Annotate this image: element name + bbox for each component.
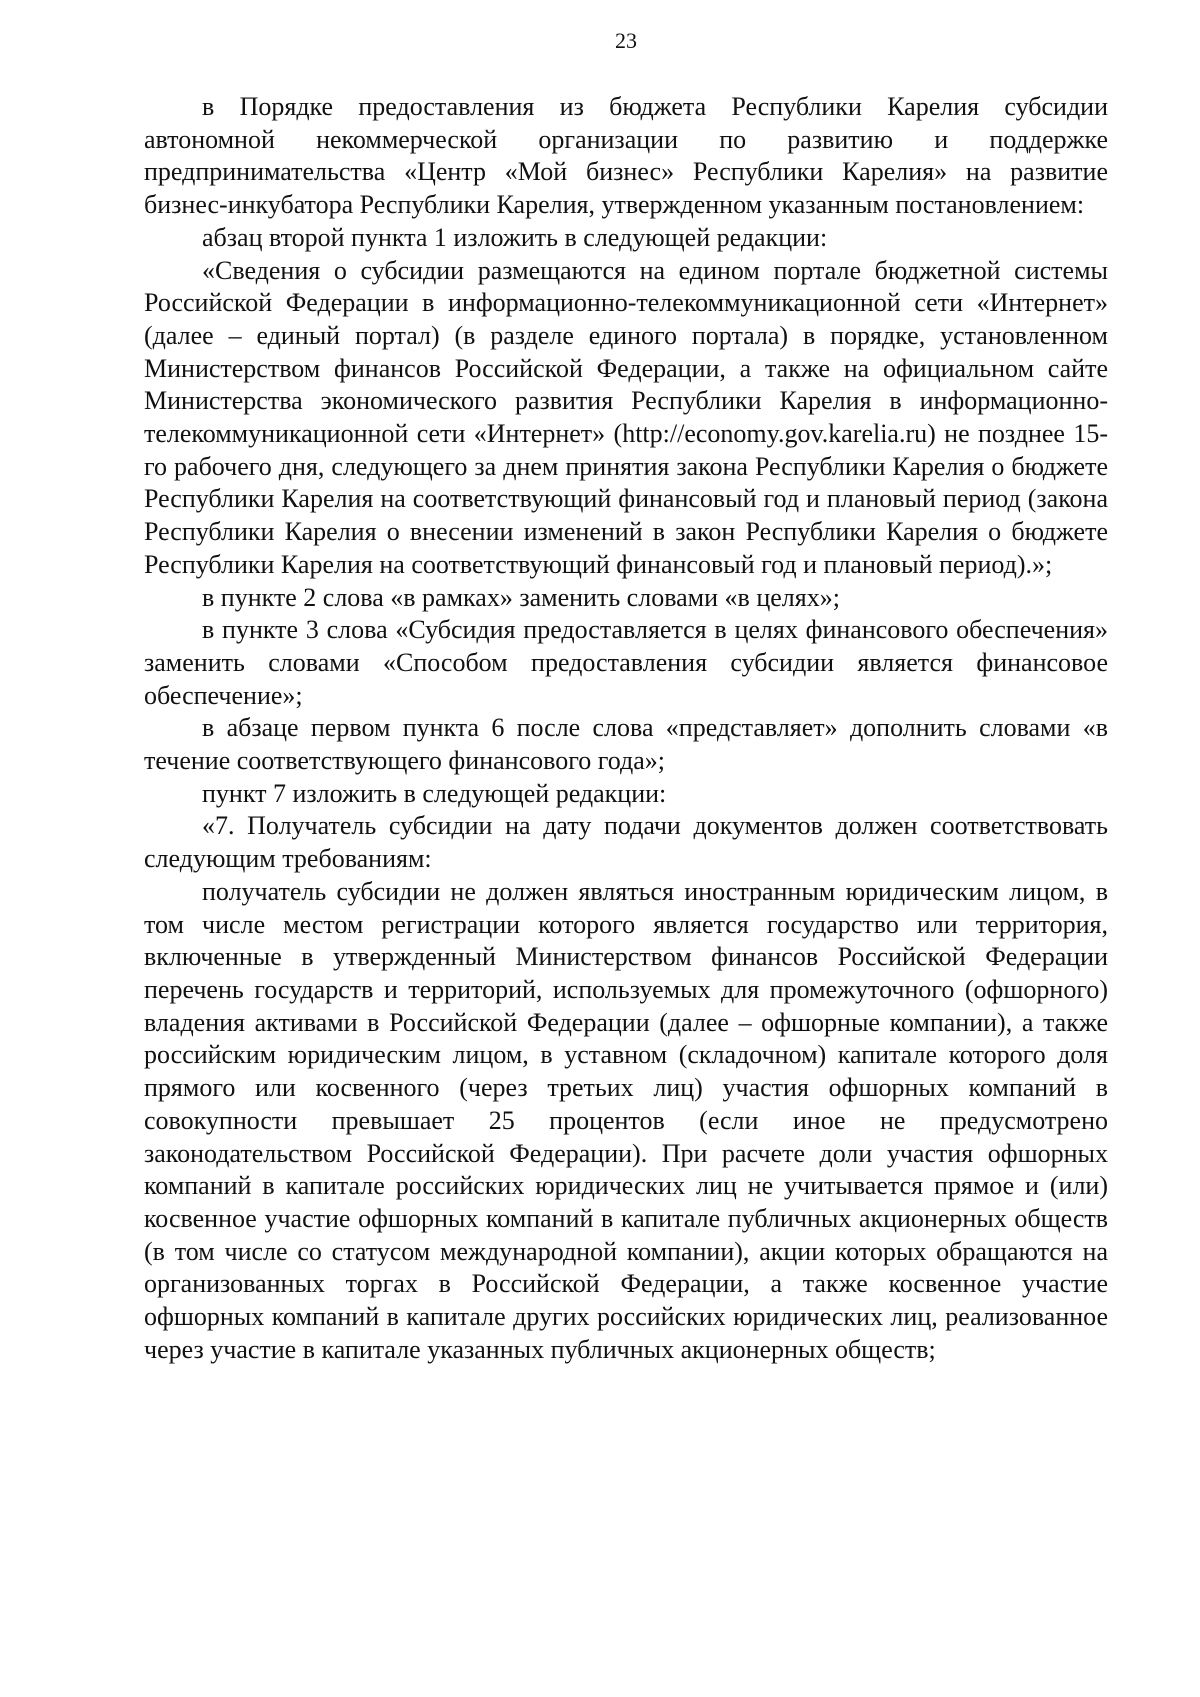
paragraph-offshore-requirement: получатель субсидии не должен являться иностранным юридическим лицом, в том числе местом регистрации которого является государство или территория, включенные в утвержденный Министерством финансов Российской Федерации перечень государств и территорий, используемых для промежуточного (офшорного) владения активами в Российской Федерации (далее – офшорные компании), а также российским юридическим лицом, в уставном (складочном) капитале которого доля прямого или косвенного (через третьих лиц) участия офшорных компаний в совокупности превышает 25 процентов (если иное не предусмотрено законодательством Российской Федерации). При расчете доли участия офшорных компаний в капитале российских юридических лиц не учитывается прямое и (или) косвенное участие офшорных компаний в капитале публичных акционерных обществ (в том числе со статусом международной компании), акции которых обращаются на организованных торгах в Российской Федерации, а также косвенное участие офшорных компаний в капитале других российских юридических лиц, реализованное через участие в капитале указанных публичных акционерных обществ; — [144, 876, 1108, 1364]
paragraph-subsidy-info: «Сведения о субсидии размещаются на едином портале бюджетной системы Российской Федерации в информационно-телекоммуникационной сети «Интернет» (далее – единый портал) (в разделе единого портала) в порядке, установленном Министерством финансов Российской Федерации, а также на официальном сайте Министерства экономического развития Республики Карелия в информационно-телекоммуникационной сети «Интернет» (http://economy.gov.karelia.ru) не позднее 15-го рабочего дня, следующего за днем принятия закона Республики Карелия о бюджете Республики Карелия на соответствующий финансовый год и плановый период (закона Республики Карелия о внесении изменений в закон Республики Карелия о бюджете Республики Карелия на соответствующий финансовый год и плановый период).»; — [144, 255, 1108, 579]
paragraph-point-7-text: «7. Получатель субсидии на дату подачи документов должен соответствовать следующим требованиям: — [144, 811, 1108, 874]
paragraph-amend-point-3: в пункте 3 слова «Субсидия предоставляется в целях финансового обеспечения» заменить словами «Способом предоставления субсидии является финансовое обеспечение»; — [144, 615, 1108, 710]
paragraph-amend-point-2: в пункте 2 слова «в рамках» заменить словами «в целях»; — [202, 582, 840, 612]
page-number: 23 — [615, 28, 637, 53]
paragraph-amend-point-7: пункт 7 изложить в следующей редакции: — [202, 778, 667, 808]
paragraph-order-intro: в Порядке предоставления из бюджета Республики Карелия субсидии автономной некоммерческой организации по развитию и поддержке предпринимательства «Центр «Мой бизнес» Республики Карелия» на развитие бизнес-инкубатора Республики Карелия, утвержденном указанным постановлением: — [144, 92, 1108, 220]
paragraph-amend-point-6: в абзаце первом пункта 6 после слова «представляет» дополнить словами «в течение соответствующего финансового года»; — [144, 713, 1108, 776]
document-body — [144, 91, 1108, 1366]
paragraph-amend-point-1: абзац второй пункта 1 изложить в следующей редакции: — [202, 222, 828, 252]
